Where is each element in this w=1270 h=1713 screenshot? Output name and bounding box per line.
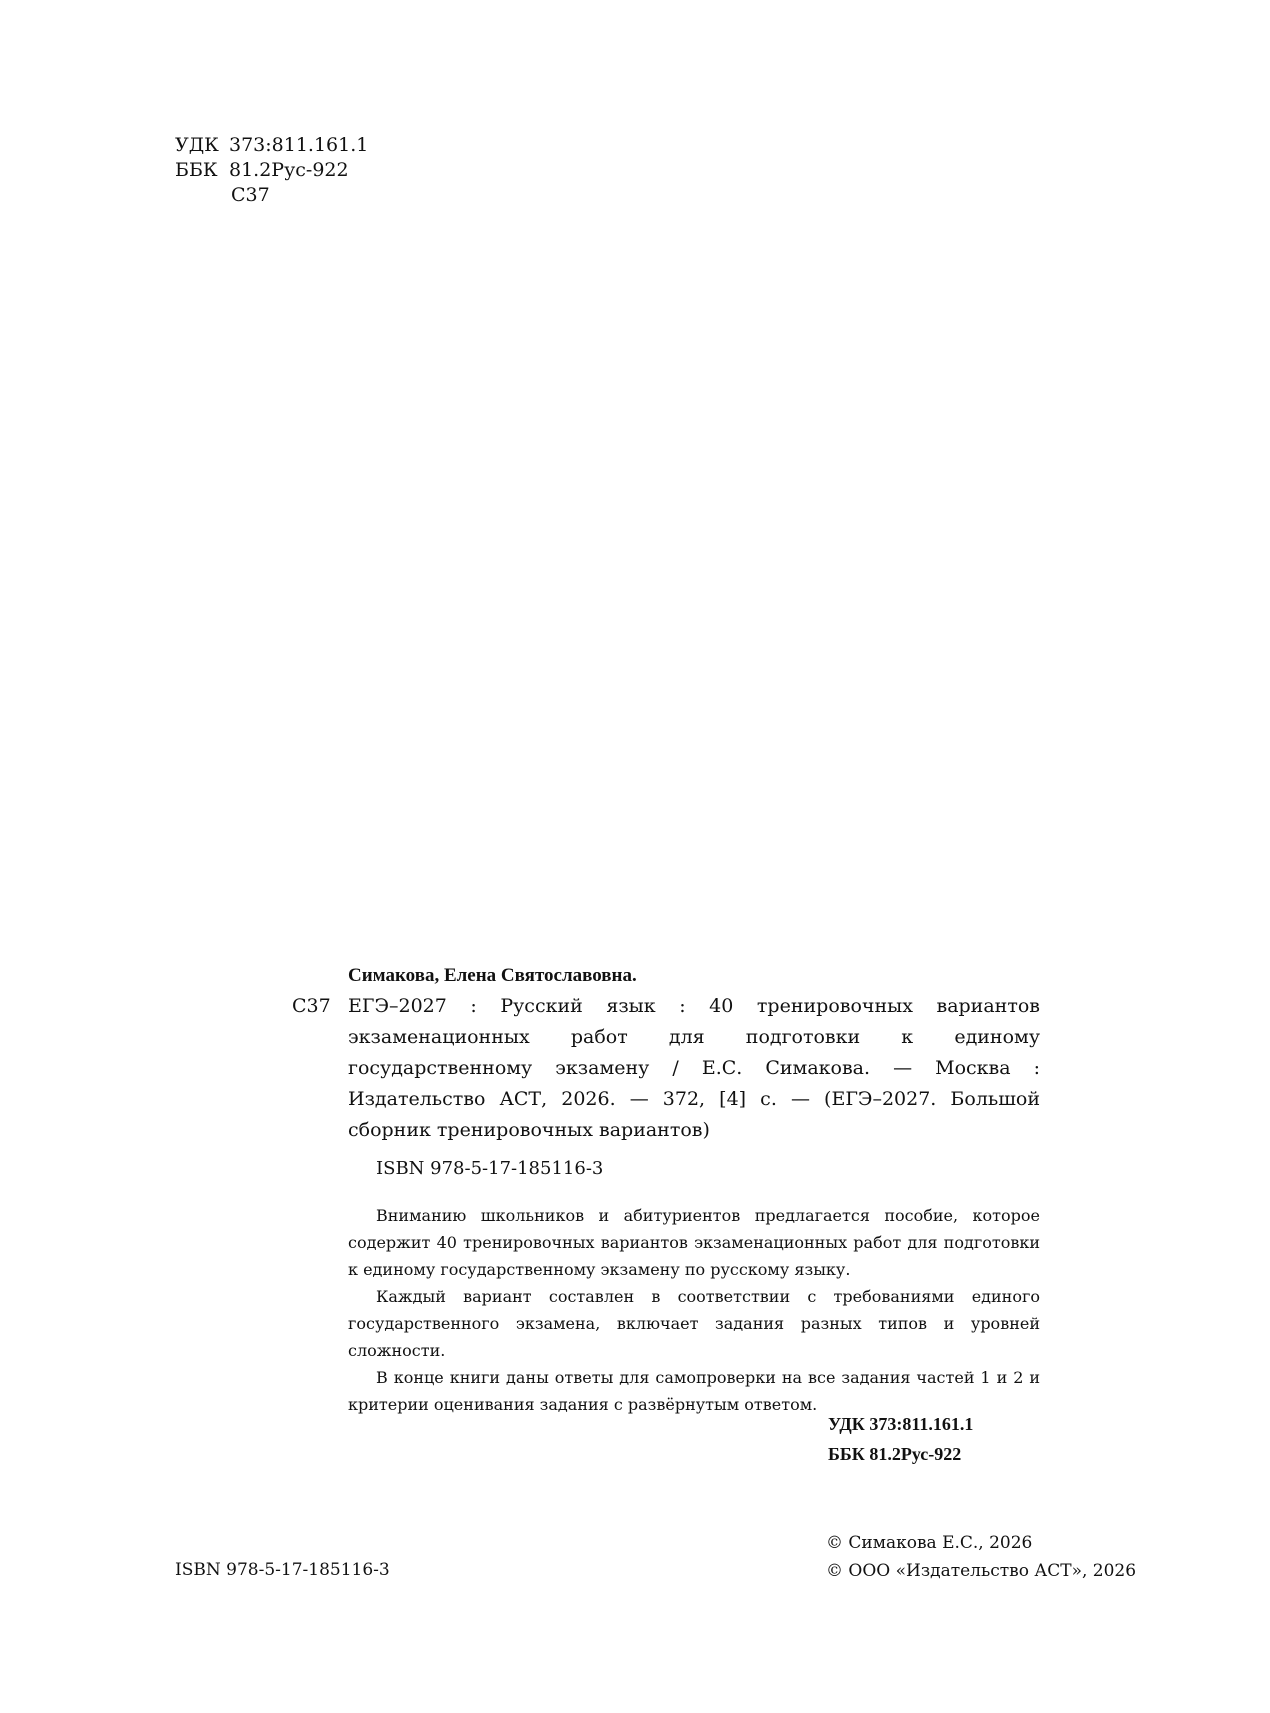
udk-label: УДК (175, 134, 219, 156)
classification-top (175, 133, 368, 208)
udk-value: 373:811.161.1 (229, 134, 369, 156)
annotation (348, 1202, 1040, 1418)
record-author-sign: С37 (292, 995, 331, 1017)
author-sign-top: С37 (231, 184, 270, 206)
bbk-line (175, 158, 368, 183)
isbn-bottom: ISBN 978-5-17-185116-3 (175, 1560, 390, 1580)
udk-line (175, 133, 368, 158)
annotation-paragraph-3: В конце книги даны ответы для самопроверки на все задания частей 1 и 2 и критерии оценивания задания с развёрнутым ответом. (348, 1368, 1040, 1414)
copyright-block (826, 1529, 1136, 1585)
udk-bottom: УДК 373:811.161.1 (828, 1414, 974, 1434)
bibliographic-record (292, 962, 1040, 1418)
bbk-label: ББК (175, 159, 218, 181)
bbk-bottom: ББК 81.2Рус-922 (828, 1444, 962, 1464)
copyright-author: © Симакова Е.С., 2026 (826, 1533, 1033, 1553)
record-title-row (292, 991, 1040, 1146)
bbk-value: 81.2Рус-922 (229, 159, 349, 181)
copyright-publisher: © ООО «Издательство АСТ», 2026 (826, 1561, 1137, 1581)
record-isbn: ISBN 978-5-17-185116-3 (376, 1158, 604, 1179)
record-author: Симакова, Елена Святославовна. (348, 965, 637, 986)
record-title: ЕГЭ–2027 : Русский язык : 40 тренировочных вариантов экзаменационных работ для подготовки к единому государственному экзамену / Е.С. Симакова. — Москва : Издательство АСТ, 2026. — 372, [4] с. — (ЕГЭ–2027. Большой сборник тренировочных вариантов) (348, 995, 1040, 1141)
annotation-paragraph-1: Вниманию школьников и абитуриентов предлагается пособие, которое содержит 40 тренировочных вариантов экзаменационных работ для подготовки к единому государственному экзамену по русскому языку. (348, 1206, 1040, 1279)
annotation-paragraph-2: Каждый вариант составлен в соответствии с требованиями единого государственного экзамена, включает задания разных типов и уровней сложности. (348, 1287, 1040, 1360)
classification-bottom (828, 1409, 973, 1469)
